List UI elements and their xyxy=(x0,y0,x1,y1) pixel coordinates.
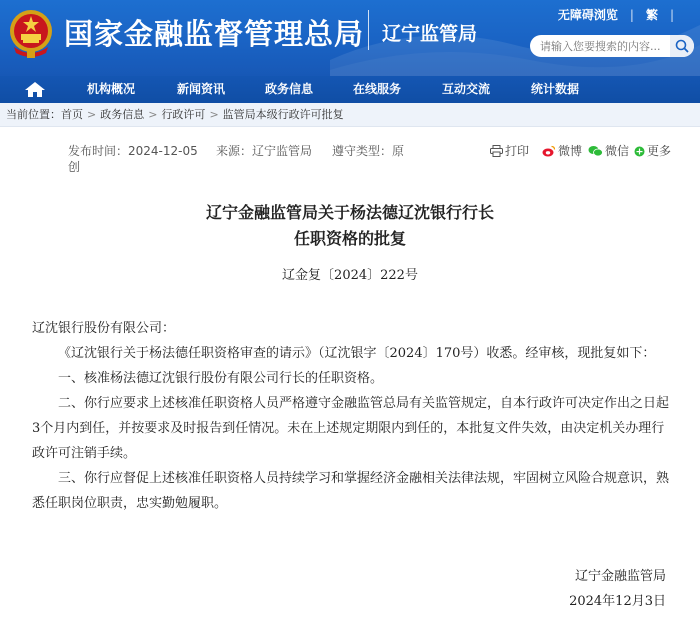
paragraph-1: 《辽沈银行关于杨法德任职资格审查的请示》（辽沈银字〔2024〕170号）收悉。经审核，现批复如下： xyxy=(58,346,656,361)
print-icon xyxy=(490,145,503,157)
signature-date: 2024年12月3日 xyxy=(569,594,666,609)
signature-org: 辽宁金融监管局 xyxy=(574,569,666,584)
top-links-separator: | xyxy=(669,8,674,22)
breadcrumb-label: 当前位置： xyxy=(6,108,61,121)
search-input[interactable] xyxy=(530,36,668,58)
nav-item-online-services[interactable]: 在线服务 xyxy=(352,82,401,96)
nav-item-interaction[interactable]: 互动交流 xyxy=(441,82,490,96)
publish-type-wrap: 创 xyxy=(68,160,81,174)
article-source: 来源：辽宁监管局 xyxy=(216,144,313,158)
home-icon[interactable] xyxy=(22,80,48,99)
top-links xyxy=(558,6,686,23)
national-emblem-icon xyxy=(8,7,54,59)
signature-block xyxy=(569,564,666,614)
search-box xyxy=(530,35,694,57)
breadcrumb-separator: > xyxy=(148,108,158,121)
article-title-line1: 辽宁金融监管局关于杨法德辽沈银行行长 xyxy=(205,203,494,222)
print-button[interactable] xyxy=(490,142,529,159)
more-plus-icon xyxy=(634,146,645,157)
article-type: 遵守类型：原 xyxy=(332,144,405,158)
wechat-label: 微信 xyxy=(605,144,630,158)
sub-org-name[interactable]: 辽宁监管局 xyxy=(382,23,478,45)
weibo-share-button[interactable] xyxy=(542,142,582,159)
breadcrumb xyxy=(0,103,700,127)
publish-time: 发布时间：2024-12-05 xyxy=(68,144,198,158)
document-number: 辽金复〔2024〕222号 xyxy=(282,268,418,283)
wechat-share-button[interactable] xyxy=(588,142,629,159)
nav-item-statistics[interactable]: 统计数据 xyxy=(530,82,579,96)
breadcrumb-home[interactable]: 首页 xyxy=(61,108,83,121)
accessibility-link[interactable]: 无障碍浏览 xyxy=(557,8,618,22)
search-icon xyxy=(670,35,694,57)
article-title-line2: 任职资格的批复 xyxy=(293,229,406,248)
weibo-label: 微博 xyxy=(558,144,583,158)
weibo-icon xyxy=(542,145,556,157)
nav-item-news[interactable]: 新闻资讯 xyxy=(176,82,225,96)
traditional-chinese-link[interactable]: 繁 xyxy=(645,8,658,22)
nav-item-gov-info[interactable]: 政务信息 xyxy=(264,82,313,96)
more-share-button[interactable] xyxy=(634,142,671,159)
org-name[interactable]: 国家金融监督管理总局 xyxy=(64,17,365,51)
article-body xyxy=(32,316,672,516)
wechat-icon xyxy=(588,145,603,157)
site-header xyxy=(0,0,700,76)
salutation: 辽沈银行股份有限公司： xyxy=(32,321,176,336)
breadcrumb-separator: > xyxy=(87,108,97,121)
breadcrumb-admin-license[interactable]: 行政许可 xyxy=(161,108,206,121)
search-button[interactable] xyxy=(670,35,694,57)
main-nav xyxy=(0,76,700,103)
paragraph-3: 二、你行应要求上述核准任职资格人员严格遵守金融监管总局有关监管规定，自本行政许可决定作出之日起3个月内到任，并按要求及时报告到任情况。未在上述规定期限内到任的，本批复文件失效，由决定机关办理行政许可注销手续。 xyxy=(32,396,670,461)
header-divider xyxy=(368,10,369,50)
breadcrumb-gov-info[interactable]: 政务信息 xyxy=(100,108,145,121)
more-label: 更多 xyxy=(647,144,672,158)
nav-item-about[interactable]: 机构概况 xyxy=(86,82,135,96)
breadcrumb-current[interactable]: 监管局本级行政许可批复 xyxy=(222,108,344,121)
paragraph-2: 一、核准杨法德辽沈银行股份有限公司行长的任职资格。 xyxy=(58,371,384,386)
top-links-separator: | xyxy=(629,8,634,22)
print-label: 打印 xyxy=(505,144,530,158)
article-title xyxy=(0,200,700,252)
paragraph-4: 三、你行应督促上述核准任职资格人员持续学习和掌握经济金融相关法律法规，牢固树立风险合规意识，熟悉任职岗位职责，忠实勤勉履职。 xyxy=(32,471,670,511)
breadcrumb-separator: > xyxy=(209,108,219,121)
